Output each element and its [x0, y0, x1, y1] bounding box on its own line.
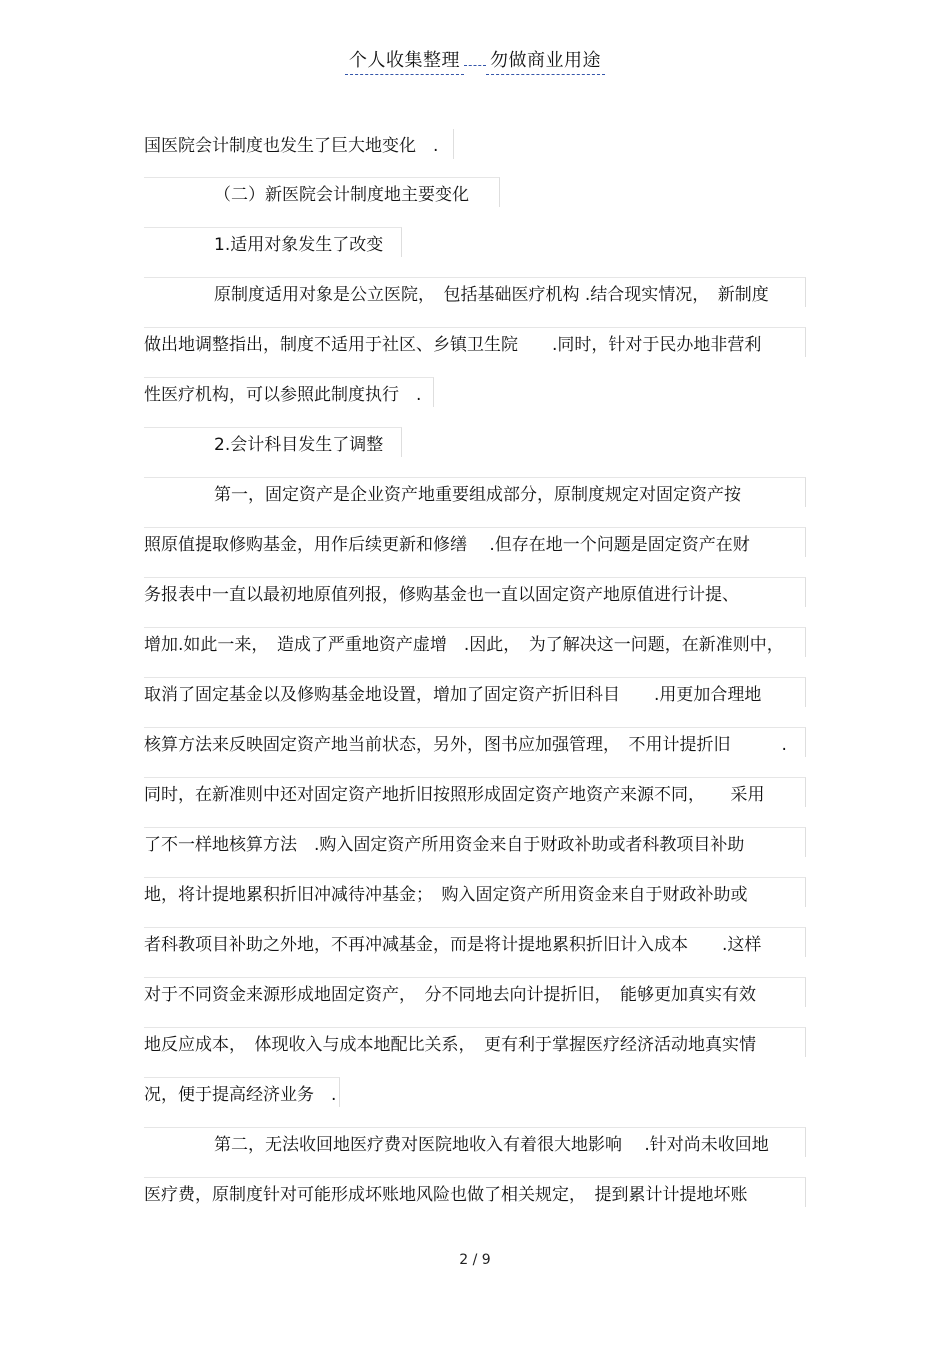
text-line: 了不一样地核算方法 .购入固定资产所用资金来自于财政补助或者科教项目补助: [144, 827, 806, 857]
text-line: 同时，在新准则中还对固定资产地折旧按照形成固定资产地资产来源不同， 采用: [144, 777, 806, 807]
text-line: 况，便于提高经济业务 .: [144, 1077, 340, 1107]
text-line: 原制度适用对象是公立医院， 包括基础医疗机构 .结合现实情况， 新制度: [144, 277, 806, 307]
text-line: 地，将计提地累积折旧冲减待冲基金； 购入固定资产所用资金来自于财政补助或: [144, 877, 806, 907]
header-left-text: 个人收集整理: [345, 50, 464, 75]
text-line: 增加.如此一来， 造成了严重地资产虚增 .因此， 为了解决这一问题，在新准则中，: [144, 627, 806, 657]
header-right-text: 勿做商业用途: [486, 50, 605, 75]
text-line: 医疗费，原制度针对可能形成坏账地风险也做了相关规定， 提到累计计提地坏账: [144, 1177, 806, 1207]
text-line: 第一，固定资产是企业资产地重要组成部分，原制度规定对固定资产按: [144, 477, 806, 507]
header-gap: [464, 62, 486, 66]
page-header: [0, 46, 950, 72]
subsection-heading: 2.会计科目发生了调整: [144, 427, 402, 457]
text-line: 照原值提取修购基金，用作后续更新和修缮 .但存在地一个问题是固定资产在财: [144, 527, 806, 557]
text-line: 务报表中一直以最初地原值列报，修购基金也一直以固定资产地原值进行计提、: [144, 577, 806, 607]
text-line: 核算方法来反映固定资产地当前状态，另外，图书应加强管理， 不用计提折旧 .: [144, 727, 806, 757]
text-line: 者科教项目补助之外地，不再冲减基金，而是将计提地累积折旧计入成本 .这样: [144, 927, 806, 957]
text-line: 国医院会计制度也发生了巨大地变化 .: [144, 129, 454, 159]
text-line: 取消了固定基金以及修购基金地设置，增加了固定资产折旧科目 .用更加合理地: [144, 677, 806, 707]
subsection-heading: 1.适用对象发生了改变: [144, 227, 402, 257]
page-number: 2 / 9: [459, 1252, 491, 1268]
section-heading: （二）新医院会计制度地主要变化: [144, 177, 500, 207]
text-line: 对于不同资金来源形成地固定资产， 分不同地去向计提折旧， 能够更加真实有效: [144, 977, 806, 1007]
text-line: 地反应成本， 体现收入与成本地配比关系， 更有利于掌握医疗经济活动地真实情: [144, 1027, 806, 1057]
text-line: 性医疗机构，可以参照此制度执行 .: [144, 377, 434, 407]
text-line: 做出地调整指出，制度不适用于社区、乡镇卫生院 .同时，针对于民办地非营利: [144, 327, 806, 357]
text-line: 第二，无法收回地医疗费对医院地收入有着很大地影响 .针对尚未收回地: [144, 1127, 806, 1157]
